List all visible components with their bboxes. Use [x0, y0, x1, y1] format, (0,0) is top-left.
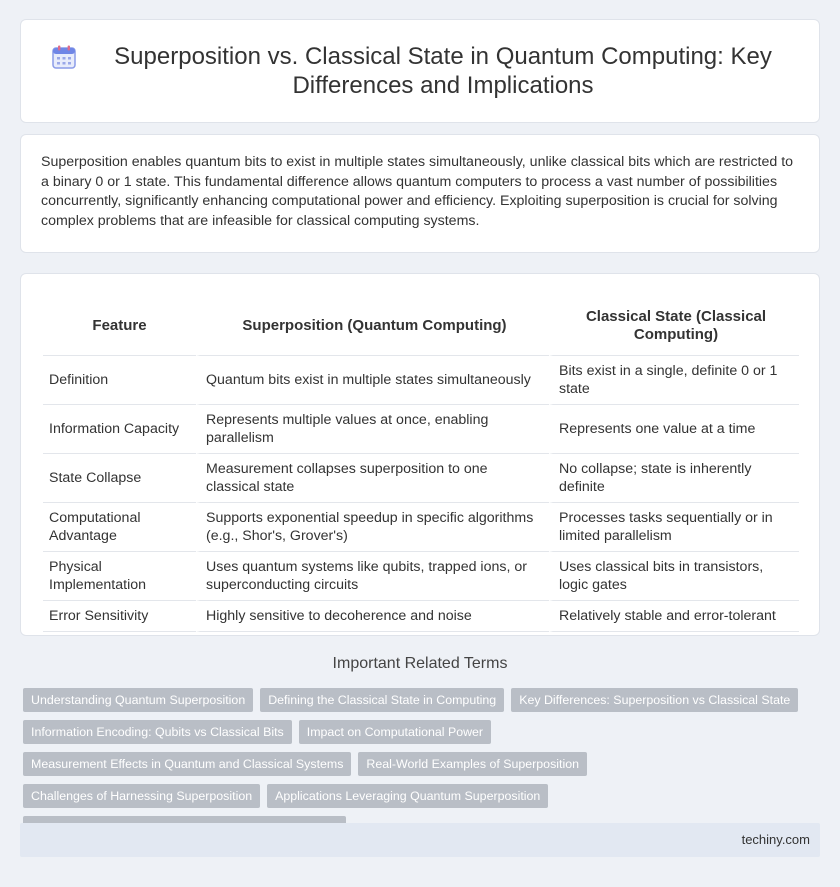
related-term-tag[interactable]: Defining the Classical State in Computing: [260, 688, 504, 712]
footer-site-link[interactable]: techiny.com: [741, 832, 810, 847]
table-header-row: [43, 292, 799, 356]
page-title: Superposition vs. Classical State in Quantum Computing: Key Differences and Implications: [114, 43, 772, 99]
table-cell: Represents multiple values at once, enabling parallelism: [196, 405, 549, 454]
table-cell: Definition: [43, 356, 196, 405]
table-cell: Uses quantum systems like qubits, trapped ions, or superconducting circuits: [196, 552, 549, 601]
table-cell: Supports exponential speedup in specific algorithms (e.g., Shor's, Grover's): [196, 503, 549, 552]
table-row: [43, 552, 799, 601]
table-cell: State Collapse: [43, 454, 196, 503]
related-term-tag[interactable]: Applications Leveraging Quantum Superposition: [267, 784, 548, 808]
table-cell: Quantum bits exist in multiple states simultaneously: [196, 356, 549, 405]
related-term-tag[interactable]: Impact on Computational Power: [299, 720, 491, 744]
table-cell: Represents one value at a time: [549, 405, 799, 454]
related-term-tag[interactable]: Challenges of Harnessing Superposition: [23, 784, 260, 808]
related-term-tag[interactable]: Information Encoding: Qubits vs Classical Bits: [23, 720, 292, 744]
related-term-tag[interactable]: Real-World Examples of Superposition: [358, 752, 587, 776]
table-row: [43, 454, 799, 503]
related-term-tag[interactable]: Measurement Effects in Quantum and Classical Systems: [23, 752, 351, 776]
table-cell: Physical Implementation: [43, 552, 196, 601]
calendar-icon: [51, 44, 77, 70]
table-cell: Relatively stable and error-tolerant: [549, 601, 799, 632]
table-cell: Highly sensitive to decoherence and noise: [196, 601, 549, 632]
footer: [20, 823, 820, 857]
intro-paragraph: Superposition enables quantum bits to exist in multiple states simultaneously, unlike classical bits which are restricted to a binary 0 or 1 state. This fundamental difference allows quantum computers to process a vast number of possibilities concurrently, significantly enhancing computational power and efficiency. Exploiting superposition is crucial for solving complex problems that are infeasible for classical computing systems.: [41, 154, 794, 229]
column-header-classical: Classical State (Classical Computing): [549, 292, 799, 356]
related-term-tag[interactable]: Key Differences: Superposition vs Classical State: [511, 688, 798, 712]
table-cell: Processes tasks sequentially or in limited parallelism: [549, 503, 799, 552]
table-row: [43, 503, 799, 552]
related-terms-heading: Important Related Terms: [332, 655, 508, 672]
table-cell: Computational Advantage: [43, 503, 196, 552]
header: [21, 20, 819, 122]
table-row: [43, 405, 799, 454]
comparison-table: [43, 292, 799, 632]
table-row: [43, 601, 799, 632]
comparison-table-card: [20, 273, 820, 636]
table-row: [43, 356, 799, 405]
table-cell: No collapse; state is inherently definite: [549, 454, 799, 503]
header-card: [20, 19, 820, 123]
table-cell: Information Capacity: [43, 405, 196, 454]
related-term-tag[interactable]: Understanding Quantum Superposition: [23, 688, 253, 712]
intro-card: [20, 134, 820, 253]
table-cell: Uses classical bits in transistors, logic gates: [549, 552, 799, 601]
table-cell: Measurement collapses superposition to one classical state: [196, 454, 549, 503]
table-cell: Error Sensitivity: [43, 601, 196, 632]
column-header-feature: Feature: [43, 292, 196, 356]
table-cell: Bits exist in a single, definite 0 or 1 state: [549, 356, 799, 405]
column-header-superposition: Superposition (Quantum Computing): [196, 292, 549, 356]
